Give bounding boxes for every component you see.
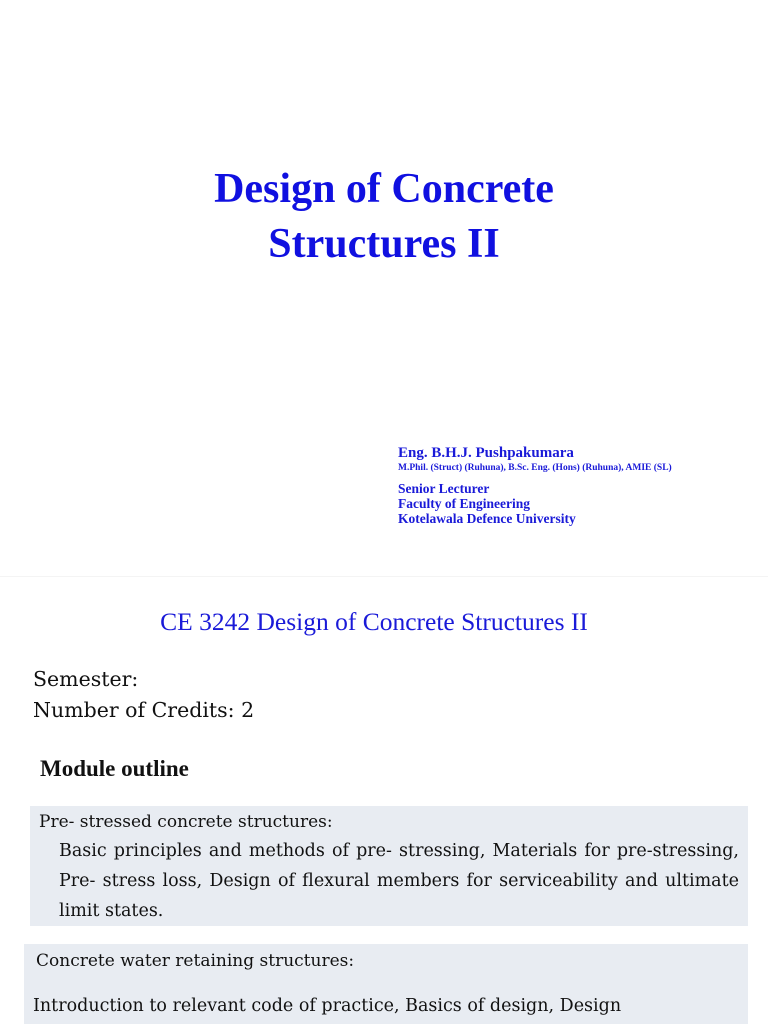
author-faculty: Faculty of Engineering	[398, 496, 530, 511]
section-body: Introduction to relevant code of practice, Basics of design, Design	[33, 996, 622, 1016]
credits-label: Number of Credits: 2	[33, 698, 255, 722]
outline-section-prestressed	[30, 806, 748, 926]
author-block	[398, 444, 672, 526]
slide-divider	[0, 576, 768, 577]
slide-title	[0, 162, 768, 272]
module-outline-heading: Module outline	[40, 756, 189, 781]
author-qualifications: M.Phil. (Struct) (Ruhuna), B.Sc. Eng. (Hons) (Ruhuna), AMIE (SL)	[398, 463, 672, 473]
section-heading: Concrete water retaining structures:	[36, 951, 355, 971]
author-position-title: Senior Lecturer	[398, 481, 490, 496]
course-meta	[33, 664, 254, 726]
author-university: Kotelawala Defence University	[398, 511, 576, 526]
slide-title-line-2: Structures II	[268, 221, 500, 267]
course-title: CE 3242 Design of Concrete Structures II	[160, 607, 588, 636]
section-body: Basic principles and methods of pre- stressing, Materials for pre-stressing, Pre- stress loss, Design of flexural members for serviceability and ultimate limit states.	[59, 841, 739, 921]
author-position	[398, 481, 672, 526]
slide-title-line-1: Design of Concrete	[214, 166, 554, 212]
outline-section-water-retaining	[24, 944, 748, 1024]
author-name: Eng. B.H.J. Pushpakumara	[398, 445, 574, 461]
section-heading: Pre- stressed concrete structures:	[39, 812, 333, 832]
semester-label: Semester:	[33, 667, 139, 691]
